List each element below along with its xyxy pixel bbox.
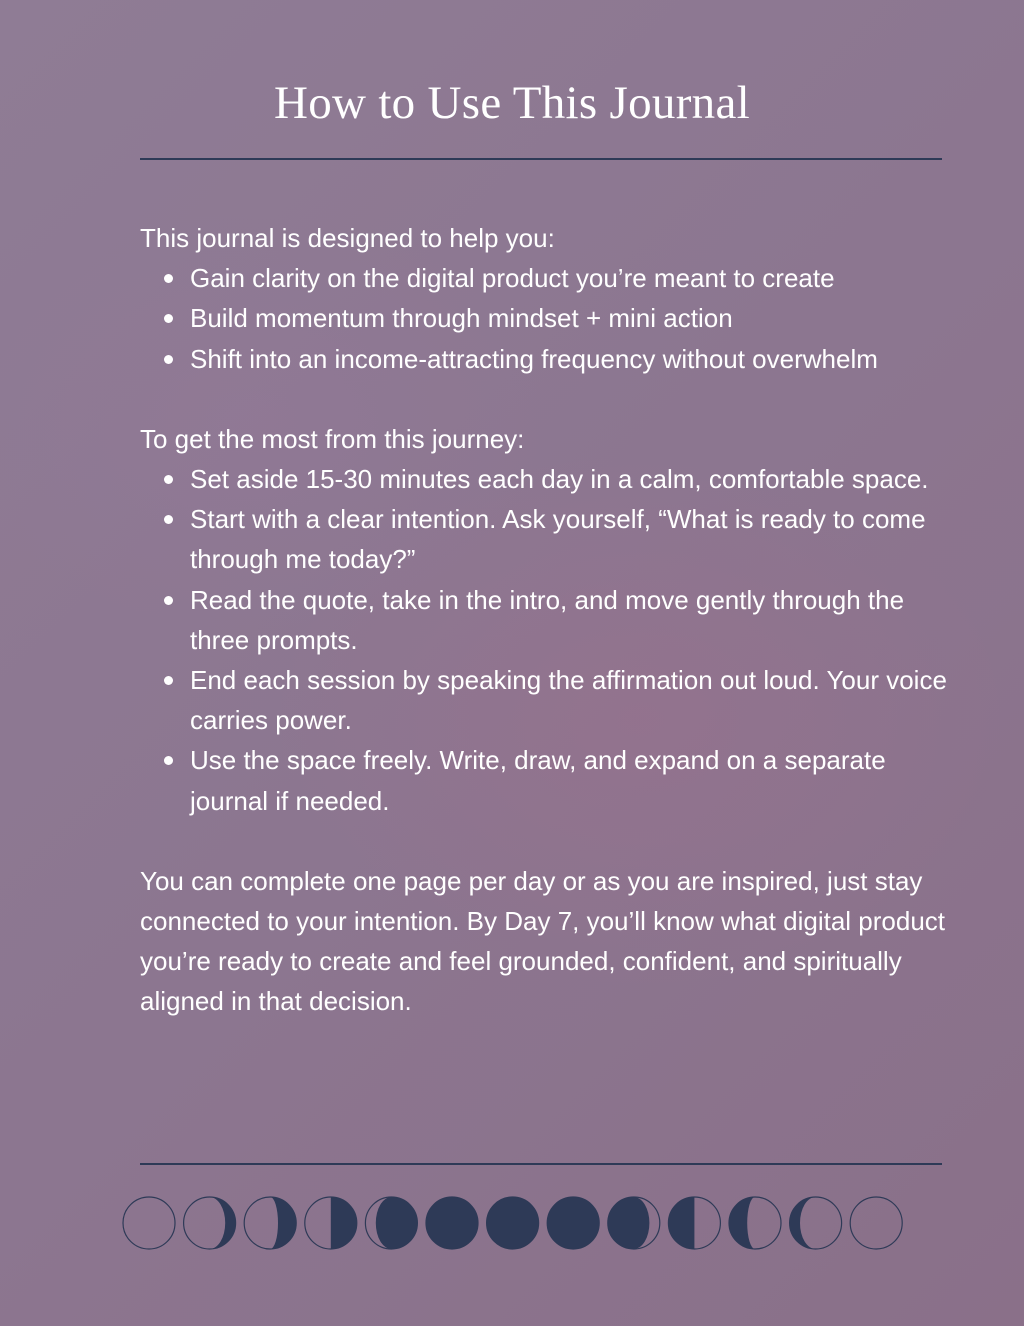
intro-lead: This journal is designed to help you: xyxy=(140,223,555,253)
full-moon-icon xyxy=(426,1197,478,1249)
waxing-crescent-icon xyxy=(244,1197,296,1249)
list-item: Gain clarity on the digital product you’re meant to create xyxy=(140,258,950,298)
list-item: Start with a clear intention. Ask yourself, “What is ready to come through me today?” xyxy=(140,499,950,579)
journal-instructions xyxy=(140,218,950,1022)
list-item: Build momentum through mindset + mini action xyxy=(140,298,950,338)
benefits-list xyxy=(140,258,950,379)
bottom-divider xyxy=(140,1163,942,1165)
list-item: End each session by speaking the affirmation out loud. Your voice carries power. xyxy=(140,660,950,740)
full-moon-icon xyxy=(487,1197,539,1249)
moon-phases xyxy=(120,1194,904,1252)
top-divider xyxy=(140,158,942,160)
closing-paragraph: You can complete one page per day or as you are inspired, just stay connected to your intention. By Day 7, you’ll know what digital product you’re ready to create and feel grounded, confident, and spiritually aligned in that decision. xyxy=(140,865,946,1017)
first-quarter-icon xyxy=(305,1197,357,1249)
page-title: How to Use This Journal xyxy=(273,77,750,129)
waning-gibbous-icon xyxy=(608,1197,660,1249)
journey-lead: To get the most from this journey: xyxy=(140,423,525,454)
waxing-crescent-icon xyxy=(184,1197,236,1249)
list-item: Use the space freely. Write, draw, and expand on a separate journal if needed. xyxy=(140,740,950,820)
waning-crescent-icon xyxy=(729,1197,781,1249)
steps-list xyxy=(140,459,950,821)
new-moon-icon xyxy=(123,1197,175,1249)
list-item: Shift into an income-attracting frequency without overwhelm xyxy=(140,339,950,379)
list-item: Set aside 15-30 minutes each day in a calm, comfortable space. xyxy=(140,459,950,499)
list-item: Read the quote, take in the intro, and move gently through the three prompts. xyxy=(140,580,950,660)
waxing-gibbous-icon xyxy=(365,1197,417,1249)
full-moon-icon xyxy=(547,1197,599,1249)
last-quarter-icon xyxy=(668,1197,720,1249)
new-moon-icon xyxy=(850,1197,902,1249)
waning-crescent-icon xyxy=(790,1197,842,1249)
